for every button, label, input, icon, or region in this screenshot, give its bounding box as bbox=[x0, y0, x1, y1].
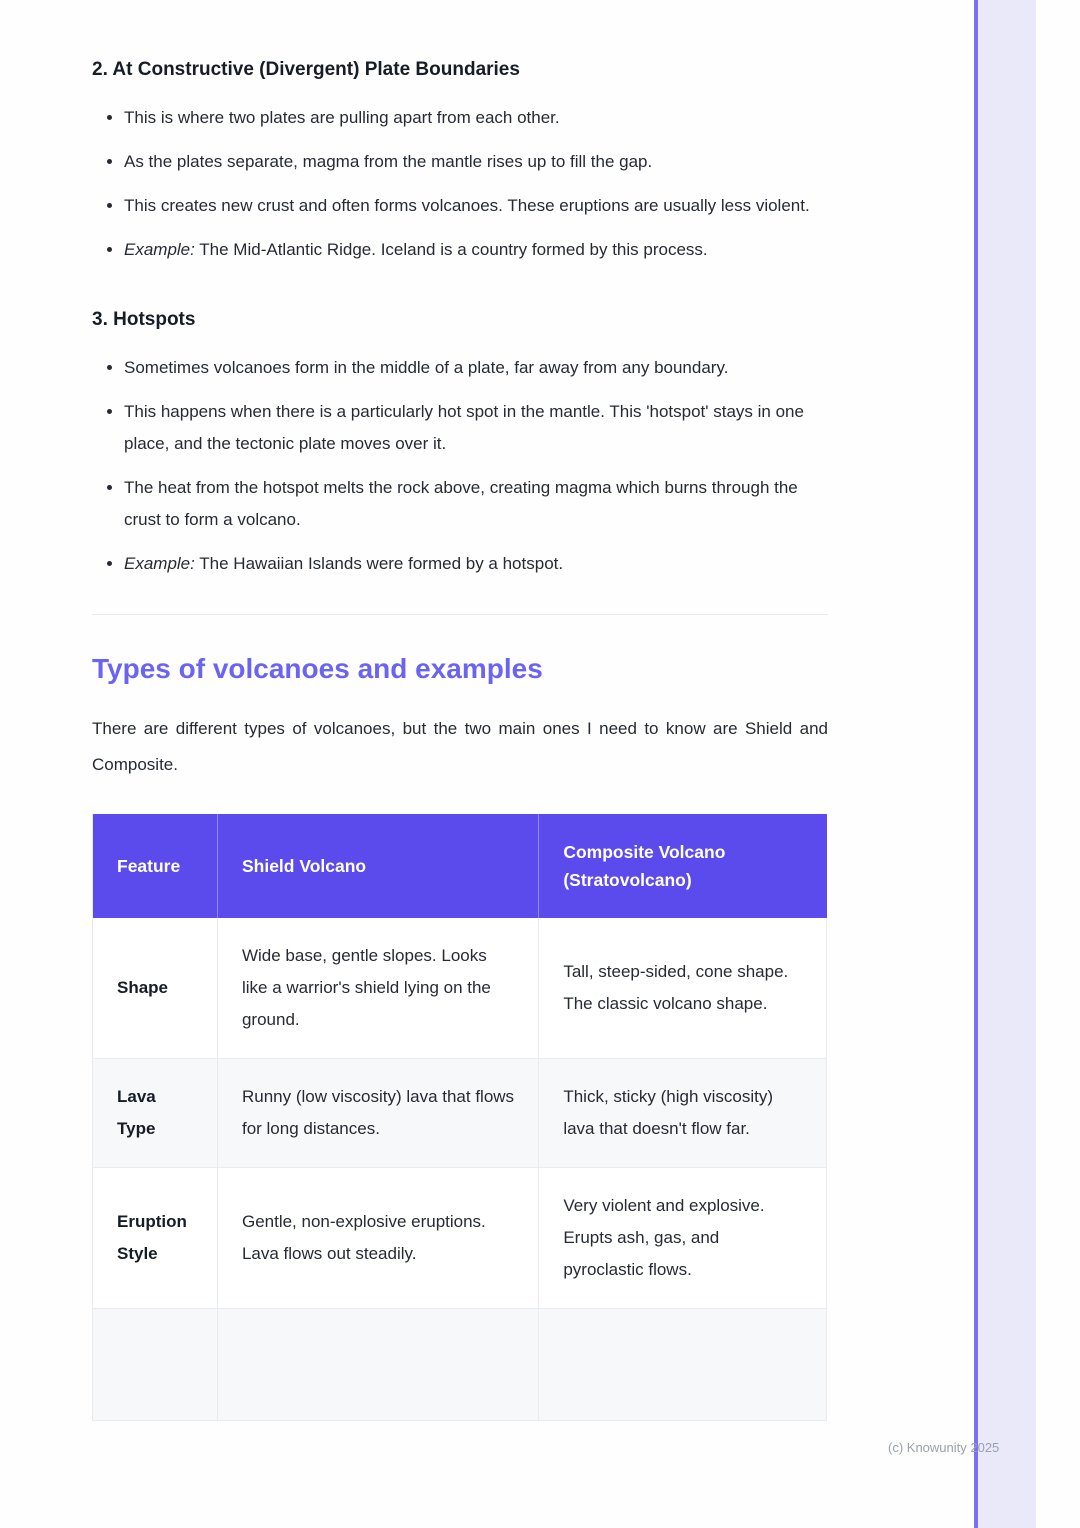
list-item bbox=[124, 190, 828, 222]
table-header bbox=[93, 814, 827, 918]
list-item-text: The Mid-Atlantic Ridge. Iceland is a country formed by this process. bbox=[194, 240, 708, 259]
table-row-partial bbox=[93, 1309, 827, 1421]
column-header-composite-volcano: Composite Volcano (Stratovolcano) bbox=[539, 814, 827, 918]
list-item-text: Sometimes volcanoes form in the middle of a plate, far away from any boundary. bbox=[124, 358, 729, 377]
section-heading-hotspots: 3. Hotspots bbox=[92, 309, 196, 330]
cell-feature: Lava Type bbox=[93, 1059, 218, 1168]
list-item bbox=[124, 472, 828, 536]
volcano-comparison-table bbox=[92, 813, 827, 1421]
section-heading-constructive-boundaries: 2. At Constructive (Divergent) Plate Boundaries bbox=[92, 59, 520, 80]
example-label: Example: bbox=[124, 554, 195, 573]
list-item bbox=[124, 146, 828, 178]
cell-shield: Wide base, gentle slopes. Looks like a warrior's shield lying on the ground. bbox=[218, 918, 539, 1059]
bullet-list-hotspots bbox=[92, 352, 828, 580]
cell-shield bbox=[218, 1309, 539, 1421]
list-item-text: The heat from the hotspot melts the rock above, creating magma which burns through the crust to form a volcano. bbox=[124, 478, 798, 529]
table-row-shape bbox=[93, 918, 827, 1059]
cell-feature: Eruption Style bbox=[93, 1168, 218, 1309]
table-row-eruption-style bbox=[93, 1168, 827, 1309]
page-content bbox=[92, 0, 828, 1421]
cell-composite bbox=[539, 1309, 827, 1421]
bullet-list-constructive bbox=[92, 102, 828, 266]
list-item-text: This happens when there is a particularly hot spot in the mantle. This 'hotspot' stays in one place, and the tectonic plate moves over it. bbox=[124, 402, 804, 453]
list-item-text: This creates new crust and often forms volcanoes. These eruptions are usually less violent. bbox=[124, 196, 810, 215]
side-margin-strip bbox=[978, 0, 1036, 1528]
cell-shield: Runny (low viscosity) lava that flows for long distances. bbox=[218, 1059, 539, 1168]
intro-paragraph: There are different types of volcanoes, but the two main ones I need to know are Shield and Composite. bbox=[92, 719, 828, 774]
column-header-feature: Feature bbox=[93, 814, 218, 918]
cell-feature bbox=[93, 1309, 218, 1421]
cell-shield: Gentle, non-explosive eruptions. Lava flows out steadily. bbox=[218, 1168, 539, 1309]
column-header-shield-volcano: Shield Volcano bbox=[218, 814, 539, 918]
example-label: Example: bbox=[124, 240, 195, 259]
cell-composite: Very violent and explosive. Erupts ash, gas, and pyroclastic flows. bbox=[539, 1168, 827, 1309]
list-item-text: This is where two plates are pulling apart from each other. bbox=[124, 108, 560, 127]
cell-composite: Thick, sticky (high viscosity) lava that doesn't flow far. bbox=[539, 1059, 827, 1168]
cell-composite: Tall, steep-sided, cone shape. The classic volcano shape. bbox=[539, 918, 827, 1059]
list-item bbox=[124, 352, 828, 384]
page-title: Types of volcanoes and examples bbox=[92, 653, 543, 684]
list-item bbox=[124, 234, 828, 266]
list-item bbox=[124, 396, 828, 460]
watermark: (c) Knowunity 2025 bbox=[888, 1440, 1000, 1455]
table-row-lava-type bbox=[93, 1059, 827, 1168]
list-item-text: The Hawaiian Islands were formed by a hotspot. bbox=[194, 554, 564, 573]
list-item-text: As the plates separate, magma from the mantle rises up to fill the gap. bbox=[124, 152, 653, 171]
list-item bbox=[124, 102, 828, 134]
table-header-row bbox=[93, 814, 827, 918]
section-divider bbox=[92, 614, 828, 615]
table-body bbox=[93, 918, 827, 1421]
list-item bbox=[124, 548, 828, 580]
cell-feature: Shape bbox=[93, 918, 218, 1059]
